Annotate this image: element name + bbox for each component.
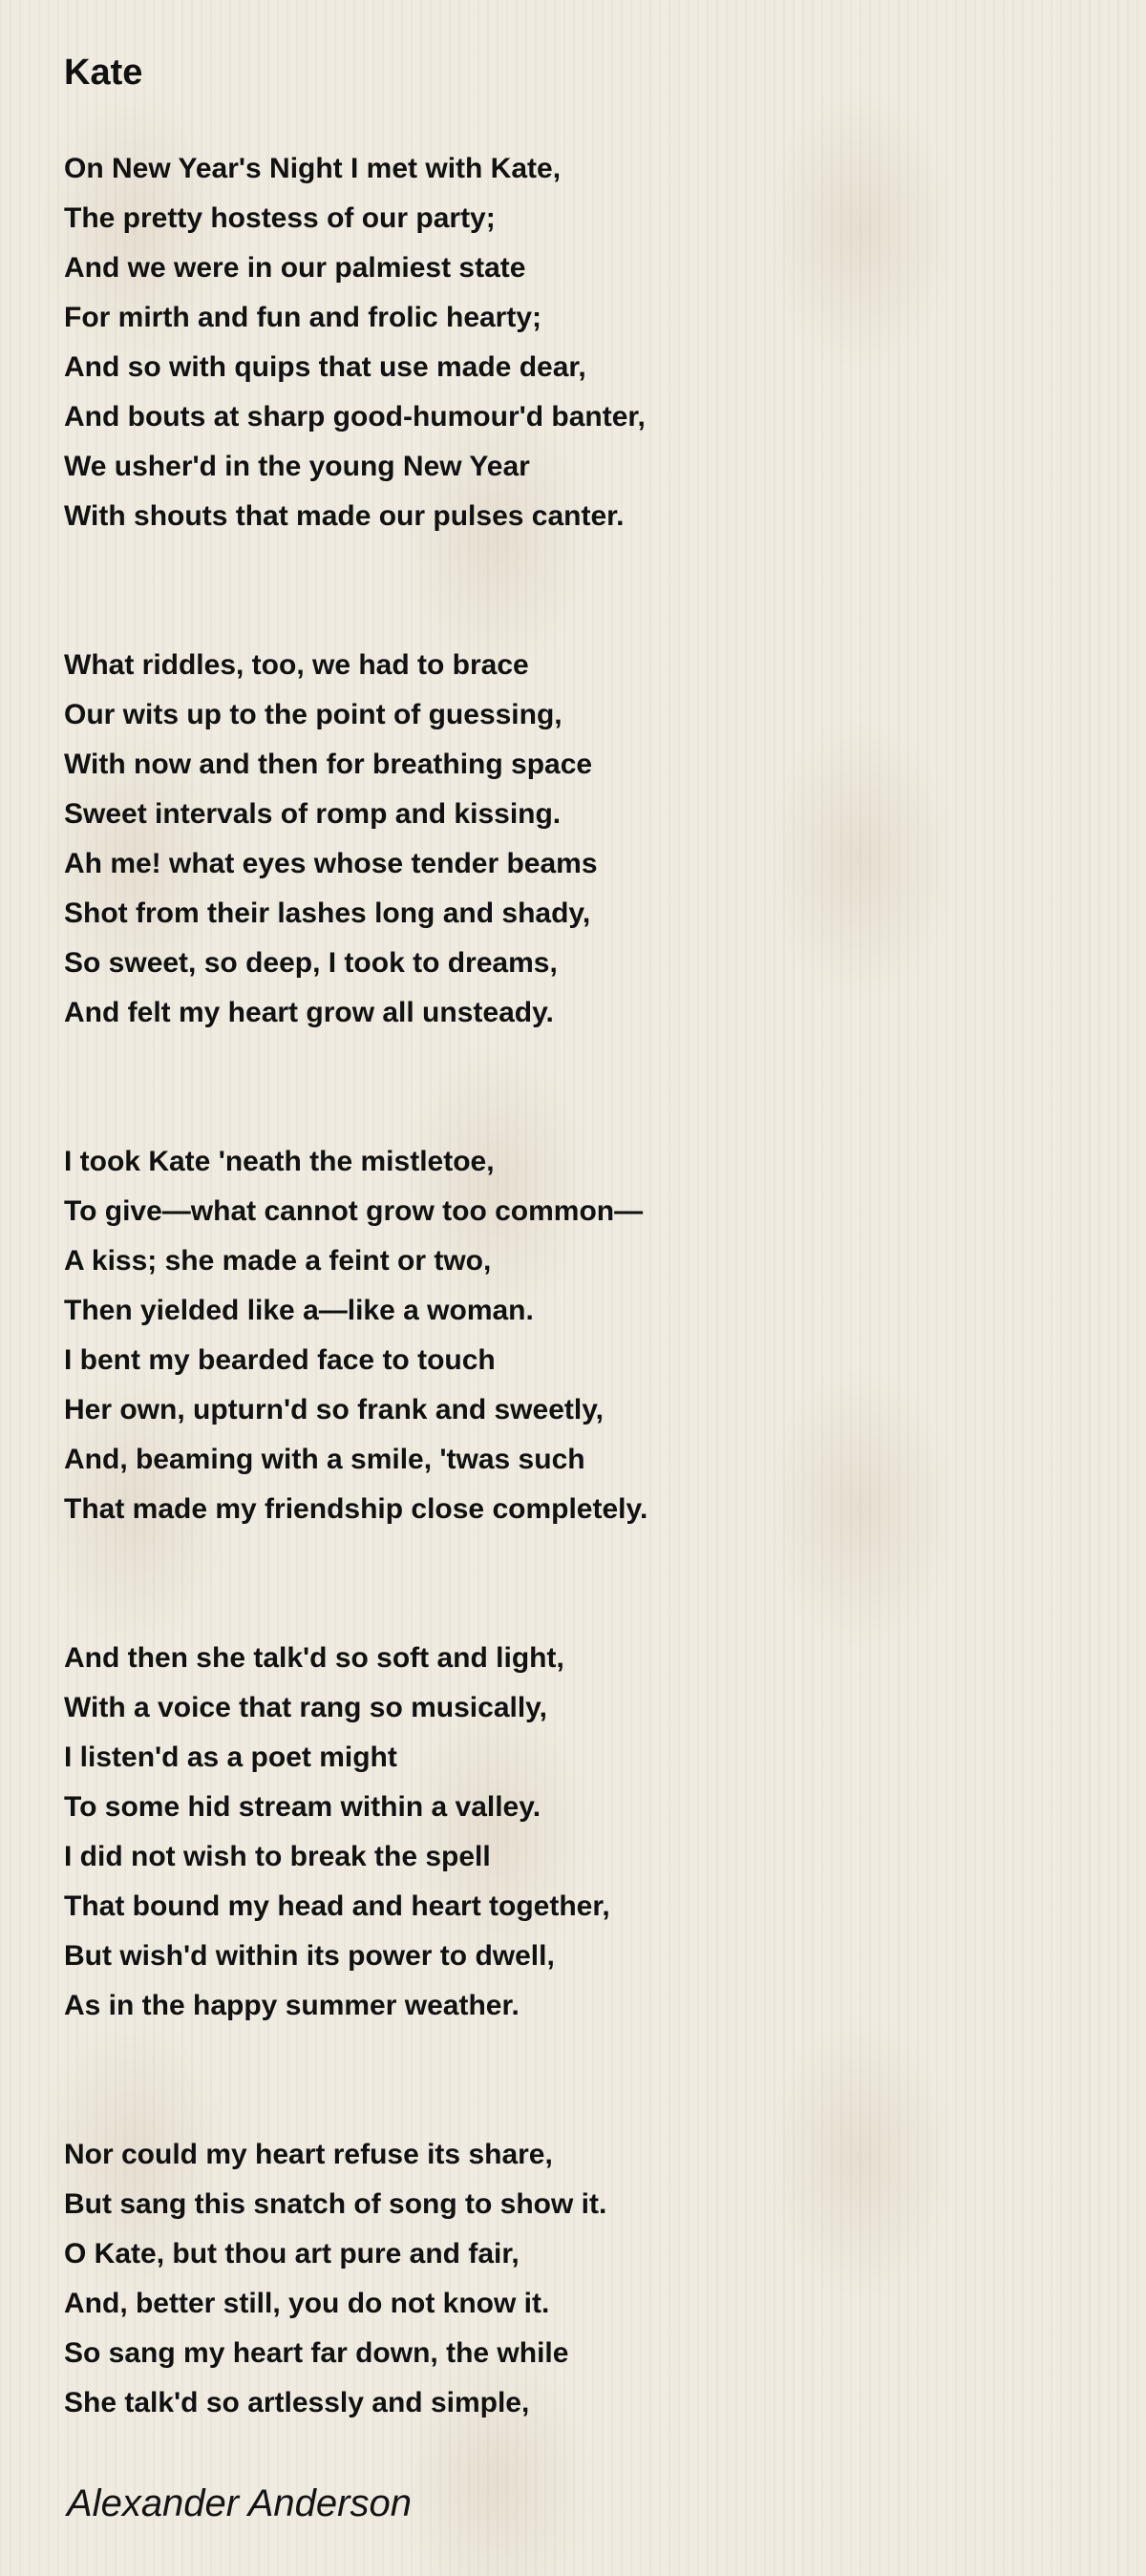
poem-line: I did not wish to break the spell: [64, 1841, 491, 1872]
poem-line: And, beaming with a smile, 'twas such: [64, 1444, 585, 1475]
poem-line: To give—what cannot grow too common—: [64, 1195, 644, 1227]
poem-line: Shot from their lashes long and shady,: [64, 897, 591, 929]
poem-line: What riddles, too, we had to brace: [64, 649, 529, 681]
poem-line: With now and then for breathing space: [64, 749, 593, 780]
poem-line: But sang this snatch of song to show it.: [64, 2188, 607, 2220]
poem-line: And we were in our palmiest state: [64, 252, 526, 284]
poem-line: With a voice that rang so musically,: [64, 1692, 547, 1723]
poem-line: With shouts that made our pulses canter.: [64, 500, 625, 532]
poem-line: Ah me! what eyes whose tender beams: [64, 848, 598, 879]
poem-line: Nor could my heart refuse its share,: [64, 2139, 553, 2170]
poem-line: I listen'd as a poet might: [64, 1742, 397, 1773]
poem-line: To some hid stream within a valley.: [64, 1791, 541, 1823]
poem-line: She talk'd so artlessly and simple,: [64, 2387, 530, 2418]
poem-line: Sweet intervals of romp and kissing.: [64, 798, 562, 830]
poem-line: So sang my heart far down, the while: [64, 2337, 569, 2369]
stanza-1: [64, 144, 1114, 541]
poem-line: As in the happy summer weather.: [64, 1990, 520, 2021]
poem-line: For mirth and fun and frolic hearty;: [64, 302, 542, 333]
poem-line: Then yielded like a—like a woman.: [64, 1295, 534, 1326]
poem-line: We usher'd in the young New Year: [64, 451, 530, 482]
poem-line: And so with quips that use made dear,: [64, 351, 586, 383]
poem-line: O Kate, but thou art pure and fair,: [64, 2238, 520, 2270]
poem-title: Kate: [64, 53, 143, 93]
poem-line: And bouts at sharp good-humour'd banter,: [64, 401, 646, 433]
stanza-4: [64, 1634, 1114, 2031]
poem-line: Our wits up to the point of guessing,: [64, 699, 562, 730]
poem-line: And felt my heart grow all unsteady.: [64, 997, 554, 1028]
poem-line: And, better still, you do not know it.: [64, 2288, 550, 2319]
poem-line: I took Kate 'neath the mistletoe,: [64, 1146, 495, 1177]
poem-line: So sweet, so deep, I took to dreams,: [64, 947, 558, 979]
poem-line: That made my friendship close completely.: [64, 1493, 648, 1525]
stanza-2: [64, 641, 1114, 1038]
poem-author: Alexander Anderson: [67, 2482, 412, 2524]
poem-line: The pretty hostess of our party;: [64, 202, 496, 234]
poem-line: And then she talk'd so soft and light,: [64, 1642, 564, 1674]
poem-body: [64, 144, 1114, 2527]
poem-line: I bent my bearded face to touch: [64, 1344, 496, 1376]
stanza-3: [64, 1137, 1114, 1534]
poem-line: On New Year's Night I met with Kate,: [64, 153, 562, 184]
poem-line: That bound my head and heart together,: [64, 1890, 610, 1922]
stanza-5: [64, 2130, 1114, 2428]
poem-line: A kiss; she made a feint or two,: [64, 1245, 492, 1277]
poem-line: But wish'd within its power to dwell,: [64, 1940, 555, 1972]
poem-line: Her own, upturn'd so frank and sweetly,: [64, 1394, 604, 1425]
